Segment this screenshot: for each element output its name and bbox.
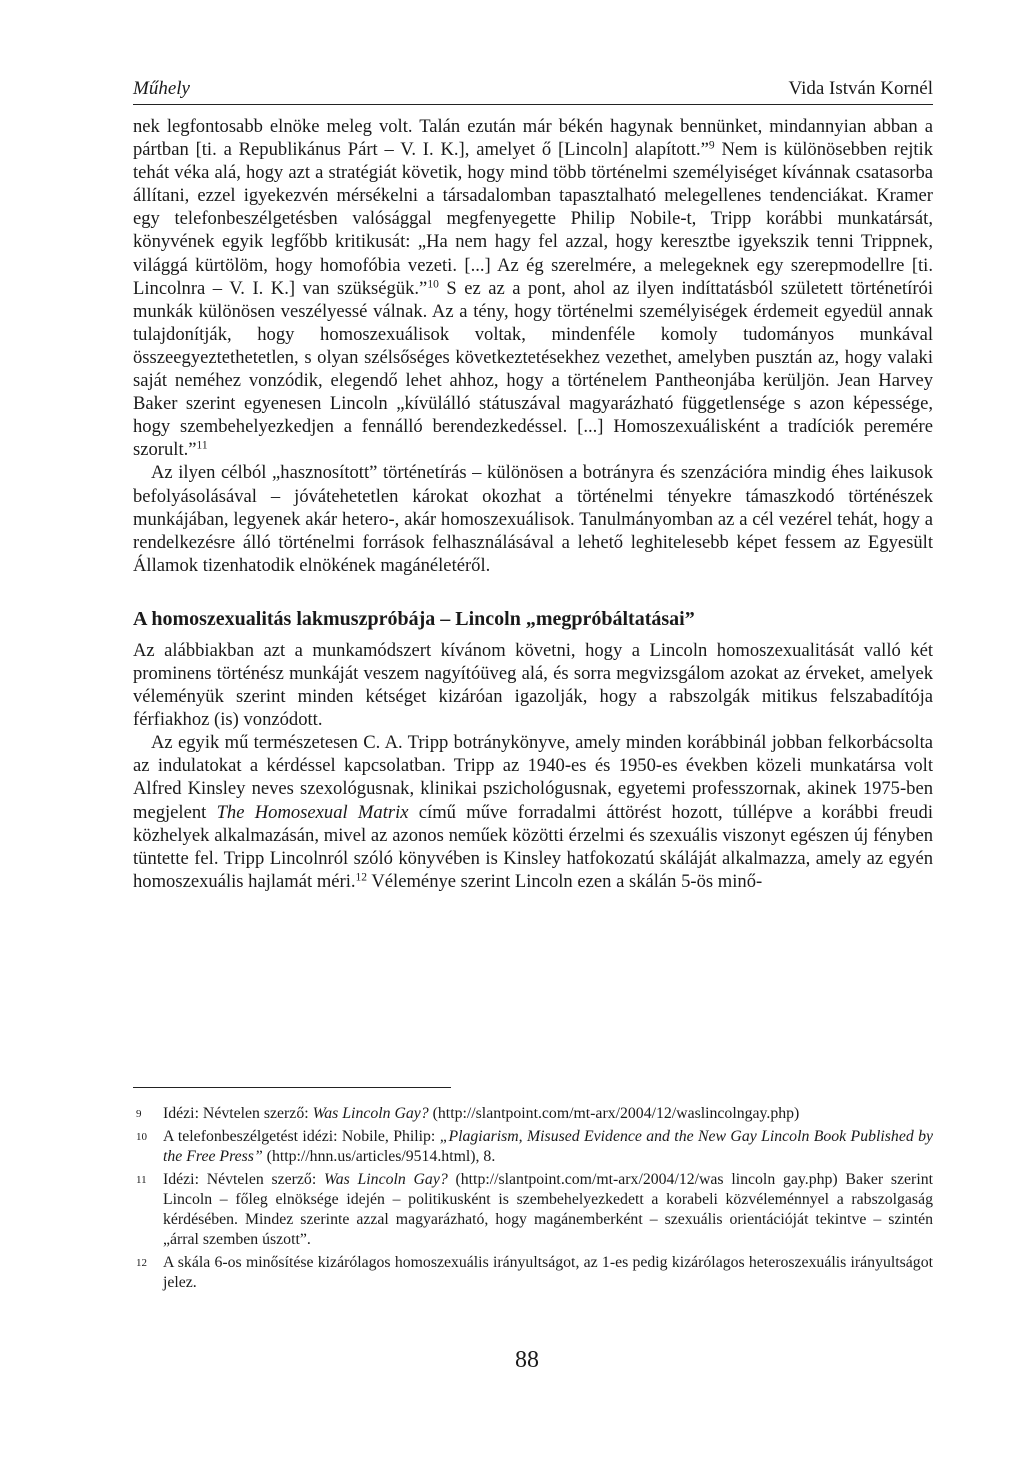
footnote-number: 9 [136,1108,142,1120]
paragraph-4: Az egyik mű természetesen C. A. Tripp botránykönyve, amely minden korábbinál jobban felkorbácsolta az indulatokat a kérdéssel kapcsolatban. Tripp az 1940-es és 1950-es években közeli munkatársa volt Alfred Kinsley neves szexológusnak, klinikai pszichológusnak, egyetemi professzornak, akinek 1975-ben megjelent The Homosexual Matrix című műve forradalmi áttörést hozott, túllépve a korábbi freudi közhelyek alkalmazásán, mivel az azonos neműek közötti érzelmi és szexuális viszonyt egészen új fényben tüntette fel. Tripp Lincolnról szóló könyvében is Kinsley hatfokozatú skáláját alkalmazza, amely az egyén homoszexuális hajlamát méri.$^{12}$ Véleménye szerint Lincoln ezen a skálán 5-ös minő- [133,732,933,892]
footnote-text: A telefonbeszélgetést idézi: Nobile, Philip: „Plagiarism, Misused Evidence and the New Gay Lincoln Book Published by the Free Press” (http://hnn.us/articles/9514.html), 8. [163,1128,933,1165]
page-number: 88 [515,1347,539,1373]
footnote-ref-11[interactable]: 11 [196,439,208,452]
footnote-ref-10[interactable]: 10 [427,278,439,291]
paragraph-2: Az ilyen célból „hasznosított” történetírás – különösen a botrányra és szenzációra mindig éhes laikusok befolyásolásával – jóvátehetetlen károkat okozhat a történelmi tényekre támaszkodó történészek munkájában, legyenek akár hetero-, akár homoszexuálisok. Tanulmányomban az a cél vezérel tehát, hogy a rendelkezésre álló történelmi források felhasználásával a lehető leghitelesebb képet fessem az Egyesült Államok tizenhatodik elnökének magánéletéről. [133,462,933,576]
paragraph-3: Az alábbiakban azt a munkamódszert kívánom követni, hogy a Lincoln homoszexualitását valló két prominens történész munkáját veszem nagyítóüveg alá, és sorra megvizsgálom azokat az érveket, amelyek véleményük szerint minden kétséget kizáróan igazolják, hogy a rabszolgák mitikus felszabadítója férfiakhoz (is) vonzódott. [133,639,933,731]
footnote [133,1253,933,1293]
footnote-number: 12 [136,1257,147,1269]
main-text [133,115,933,893]
footnote-number: 11 [136,1174,147,1186]
section-title: Műhely [133,78,190,99]
footnotes [133,1104,933,1296]
footnote-ref-9[interactable]: 9 [708,139,715,152]
section-heading: A homoszexualitás lakmuszpróbája – Lincoln „megpróbáltatásai” [133,607,695,630]
footnote-separator [133,1087,451,1088]
footnote [133,1104,933,1124]
running-header [133,74,933,105]
footnote [133,1127,933,1167]
footnote-text: Idézi: Névtelen szerző: Was Lincoln Gay? (http://slantpoint.com/mt-arx/2004/12/was lincoln gay.php) Baker szerint Lincoln – főleg elnöksége idején – politikusként is szembehelyezkedett a korabeli közvéleménnyel a rabszolgaság kérdésében. Mindez szerinte azzal magyarázható, hogy magánemberként – szexuális orientációját tekintve – szintén „árral szemben úszott”. [163,1171,933,1248]
footnote-text: A skála 6-os minősítése kizárólagos homoszexuális irányultságot, az 1-es pedig kizárólagos heteroszexuális irányultságot jelez. [163,1254,933,1291]
footnote-number: 10 [136,1131,147,1143]
book-title: The Homosexual Matrix [216,801,409,823]
paragraph-1: nek legfontosabb elnöke meleg volt. Talán ezután már békén hagynak bennünket, mindannyian abban a pártban [ti. a Republikánus Párt – V. I. K.], amelyet ő [Lincoln] alapított.”$^9$ Nem is különösebben rejtik tehát véka alá, hogy azt a stratégiát követik, hogy mind több történelmi személyiséget kívánnak csatasorba állítani, ezzel igyekezvén mérsékelni a társadalomban tapasztalható melegellenes tendenciákat. Kramer egy telefonbeszélgetésben valósággal megfenyegette Philip Nobile-t, Tripp korábbi munkatársát, könyvének egyik legfőbb kritikusát: „Ha nem hagy fel azzal, hogy keresztbe igyekszik tenni Trippnek, világgá kürtölöm, hogy homofóbia vezeti. [...] Az ég szerelmére, a melegeknek egy szerepmodellre [ti. Lincolnra – V. I. K.] van szükségük.”$^{10}$ S ez az a pont, ahol az ilyen indíttatásból született történetírói munkák különösen veszélyessé válnak. Az a tény, hogy történelmi személyiségek érdemeit egyedül annak tulajdonítják, hogy homoszexuálisok voltak, mindenféle komoly tudományos munkával összeegyeztethetetlen, s olyan szélsőséges következtetésekhez vezethet, amelyben pusztán az, hogy valaki saját neméhez vonzódik, elegendő lehet ahhoz, hogy a történelem Pantheonjába kerüljön. Jean Harvey Baker szerint egyenesen Lincoln „kívülálló státuszával magyarázható függetlensége s azon képessége, hogy szembehelyezkedjen a fennálló berendezkedéssel. [...] Homoszexuálisként a tradíciók peremére szorult.”$^{11}$ [133,116,933,461]
footnote-text: Idézi: Névtelen szerző: Was Lincoln Gay? (http://slantpoint.com/mt-arx/2004/12/waslincolngay.php) [163,1105,800,1122]
author-name: Vida István Kornél [788,78,933,99]
footnote [133,1170,933,1250]
footnote-ref-12[interactable]: 12 [355,871,368,884]
